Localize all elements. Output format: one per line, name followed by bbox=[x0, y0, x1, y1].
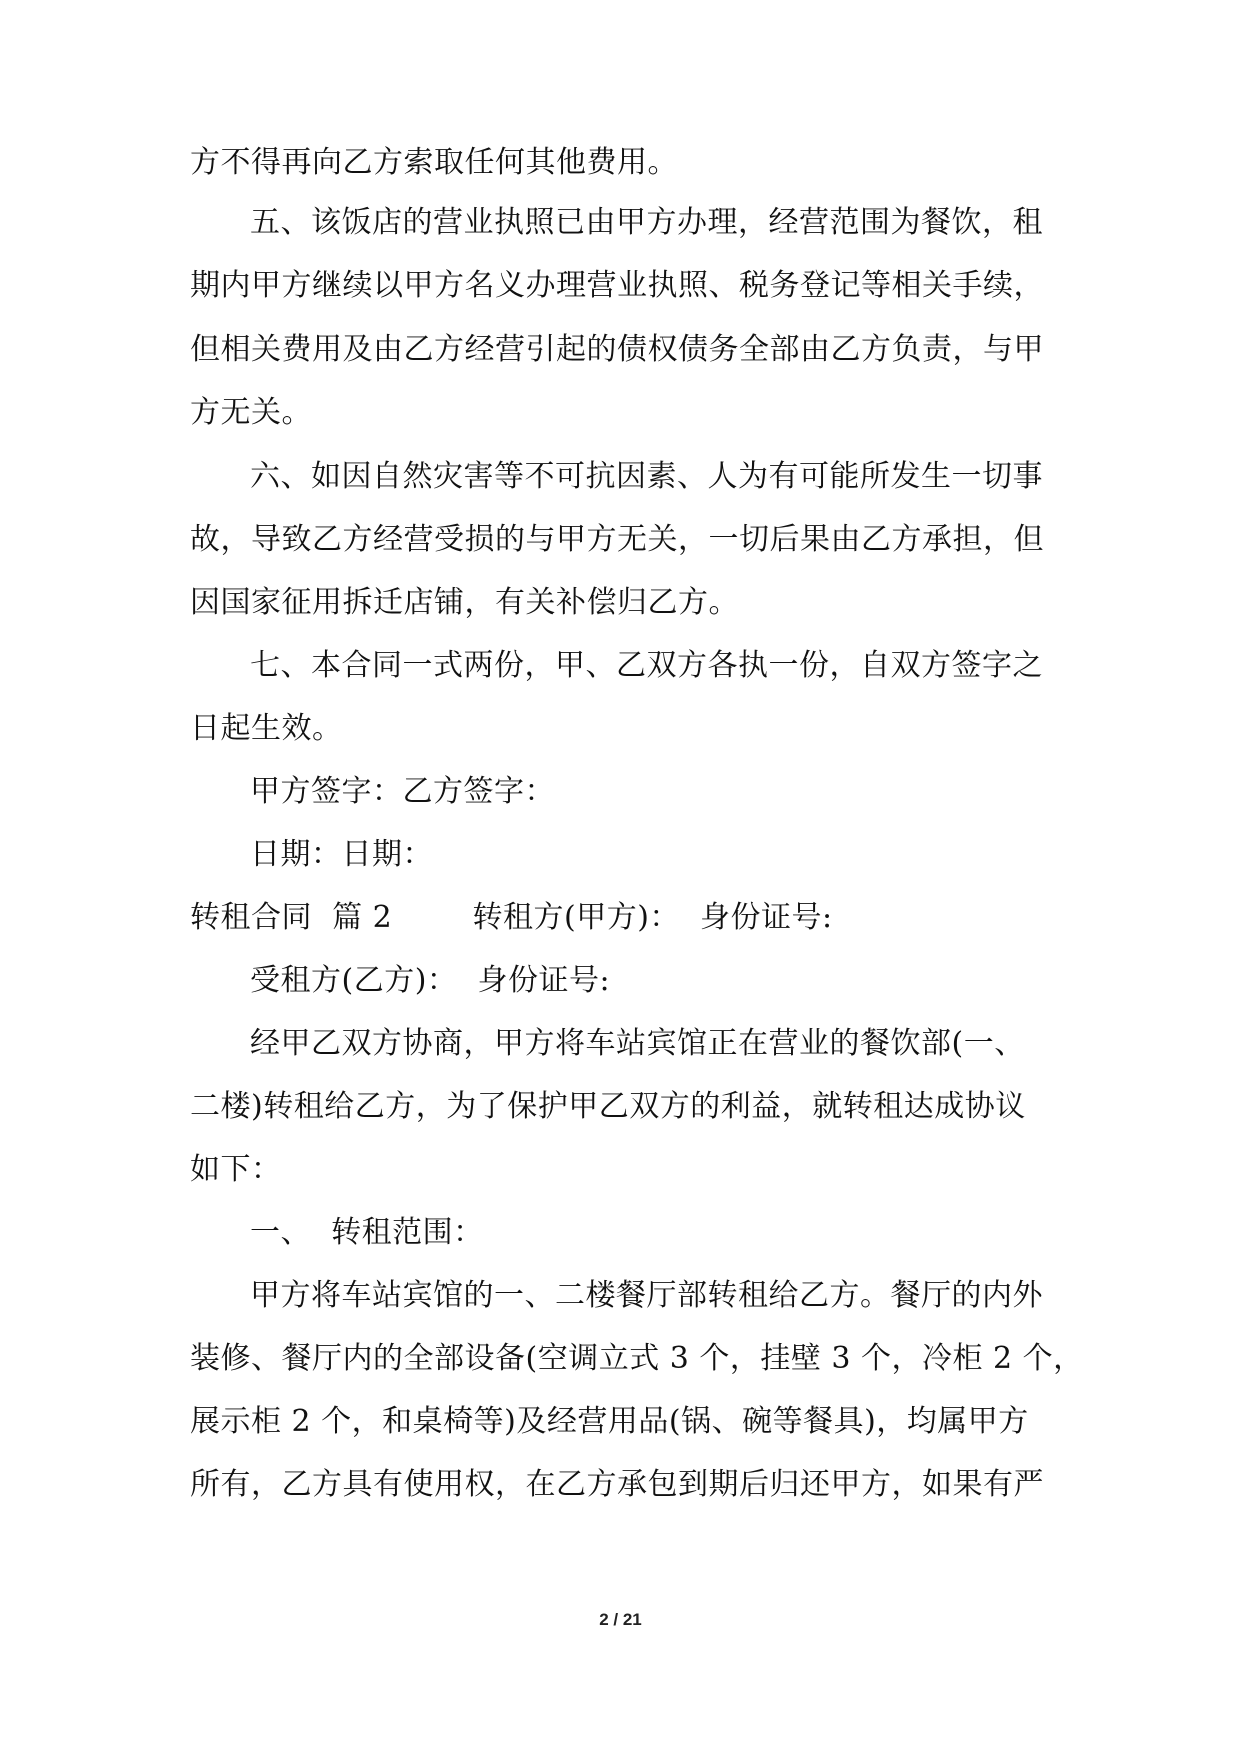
text-line: 五、该饭店的营业执照已由甲方办理，经营范围为餐饮，租 bbox=[250, 205, 1043, 240]
text-line: 展示柜 2 个，和桌椅等)及经营用品(锅、碗等餐具)，均属甲方 bbox=[190, 1404, 1029, 1439]
text-line: 如下： bbox=[190, 1152, 282, 1187]
text-line: 二楼)转租给乙方，为了保护甲乙双方的利益，就转租达成协议 bbox=[190, 1089, 1026, 1124]
text-line: 方不得再向乙方索取任何其他费用。 bbox=[190, 145, 678, 180]
text-line: 方无关。 bbox=[190, 395, 312, 430]
text-line: 七、本合同一式两份，甲、乙双方各执一份，自双方签字之 bbox=[250, 648, 1043, 683]
text-line: 六、如因自然灾害等不可抗因素、人为有可能所发生一切事 bbox=[250, 459, 1043, 494]
text-line: 甲方签字：乙方签字： bbox=[250, 774, 555, 809]
text-line: 日期：日期： bbox=[250, 837, 433, 872]
text-line: 日起生效。 bbox=[190, 711, 343, 746]
text-line: 装修、餐厅内的全部设备(空调立式 3 个，挂壁 3 个，冷柜 2 个， bbox=[190, 1341, 1084, 1376]
text-line: 所有，乙方具有使用权，在乙方承包到期后归还甲方，如果有严 bbox=[190, 1467, 1044, 1502]
text-line: 经甲乙双方协商，甲方将车站宾馆正在营业的餐饮部(一、 bbox=[250, 1026, 1025, 1061]
text-line: 受租方(乙方)： 身份证号: bbox=[250, 963, 611, 998]
section-heading-line: 转租合同 篇 2 转租方(甲方)： 身份证号: bbox=[190, 900, 833, 935]
text-line: 期内甲方继续以甲方名义办理营业执照、税务登记等相关手续， bbox=[190, 268, 1044, 303]
page-number: 2 / 21 bbox=[599, 1610, 642, 1629]
text-line: 一、 转租范围： bbox=[250, 1215, 484, 1250]
text-line: 故，导致乙方经营受损的与甲方无关，一切后果由乙方承担，但 bbox=[190, 522, 1044, 557]
text-line: 但相关费用及由乙方经营引起的债权债务全部由乙方负责，与甲 bbox=[190, 332, 1044, 367]
text-line: 因国家征用拆迁店铺，有关补偿归乙方。 bbox=[190, 585, 739, 620]
text-line: 甲方将车站宾馆的一、二楼餐厅部转租给乙方。餐厅的内外 bbox=[250, 1278, 1043, 1313]
